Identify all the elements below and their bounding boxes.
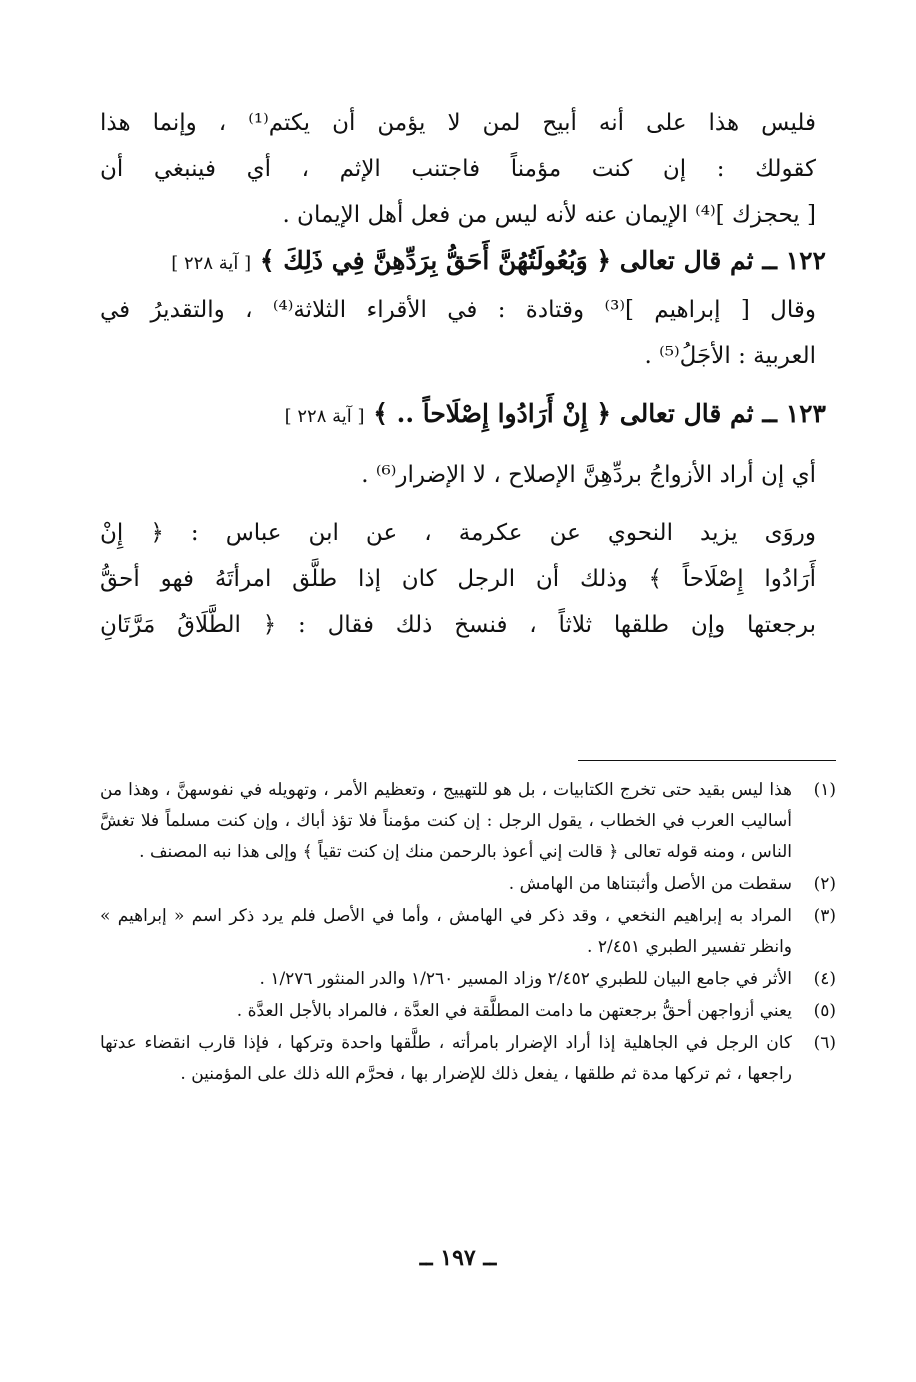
footnote-divider (578, 760, 836, 761)
verse-reference: [ آية ٢٢٨ ] (284, 406, 365, 427)
text-line: أَرَادُوا إِصْلَاحاً ﴾ وذلك أن الرجل كان إذا طلَّق امرأتَهُ فهو أحقُّ (100, 566, 816, 592)
verse-reference: [ آية ٢٢٨ ] (171, 253, 252, 274)
footnote-text: يعني أزواجهن أحقُّ برجعتهن ما دامت المطلَّقة في العدَّة ، فالمراد بالأجل العدَّة . (236, 1001, 792, 1021)
main-text (100, 100, 826, 648)
footnote-number: (١) (813, 780, 836, 800)
item-122-heading (22, 238, 826, 287)
footnotes (100, 775, 836, 1091)
footnote-number: (٤) (813, 969, 836, 989)
footnote-text: هذا ليس بقيد حتى تخرج الكتابيات ، بل هو للتهييج ، وتعظيم الأمر ، وتهويله في نفوسهنَّ ، وهذا من أساليب العرب في الخطاب ، يقول الرجل : إن كنت مؤمناً فلا تؤذ أباك ، وإن كنت مسلماً فلا تغشَّ الناس ، ومنه قوله تعالى ﴿ قالت إني أعوذ بالرحمن منك إن كنت تقياً ﴾ وإلى هذا نبه المصنف . (100, 780, 792, 862)
footnote-text: كان الرجل في الجاهلية إذا أراد الإضرار بامرأته ، طلَّقها واحدة وتركها ، فإذا قارب انقضاء عدتها راجعها ، ثم تركها مدة ثم طلقها ، يفعل ذلك للإضرار بها ، فحرَّم الله ذلك على المؤمنين . (100, 1033, 792, 1084)
text-line: أي إن أراد الأزواجُ بردِّهِنَّ الإصلاح ، لا الإضرار⁽⁶⁾ . (361, 462, 816, 488)
footnote (100, 775, 836, 868)
footnote-number: (٦) (813, 1033, 836, 1053)
page-number: ــ ١٩٧ ــ (419, 1245, 497, 1271)
footnote (100, 901, 836, 963)
text-line: وروَى يزيد النحوي عن عكرمة ، عن ابن عباس : ﴿ إِنْ (100, 520, 816, 546)
paragraph-4 (100, 510, 816, 648)
text-line: برجعتها وإن طلقها ثلاثاً ، فنسخ ذلك فقال : ﴿ الطَّلَاقُ مَرَّتَانِ (100, 612, 816, 638)
footnote-number: (٢) (813, 874, 836, 894)
quran-verse: ﴿ وَبُعُولَتُهُنَّ أَحَقُّ بِرَدِّهِنَّ فِي ذَلِكَ ﴾ (259, 246, 612, 275)
footnote-text: المراد به إبراهيم النخعي ، وقد ذكر في الهامش ، وأما في الأصل فلم يرد ذكر اسم « إبراهيم » وانظر تفسير الطبري ٢/٤٥١ . (100, 906, 792, 957)
footnote-text: سقطت من الأصل وأثبتناها من الهامش . (508, 874, 792, 894)
quran-verse: ﴿ إِنْ أَرَادُوا إِصْلَاحاً .. ﴾ (373, 399, 612, 428)
footnote-text: الأثر في جامع البيان للطبري ٢/٤٥٢ وزاد المسير ١/٢٦٠ والدر المنثور ١/٢٧٦ . (259, 969, 792, 989)
item-lead: ــ ثم قال تعالى (619, 399, 777, 428)
footnote (100, 1028, 836, 1090)
text-line: فليس هذا على أنه أبيح لمن لا يؤمن أن يكتم⁽¹⁾ ، وإنما هذا (100, 110, 816, 136)
paragraph-1 (100, 100, 816, 238)
item-number: ١٢٢ (785, 246, 826, 275)
item-lead: ــ ثم قال تعالى (619, 246, 777, 275)
footnote (100, 964, 836, 995)
item-123-heading (22, 391, 826, 440)
footnote-number: (٥) (813, 1001, 836, 1021)
paragraph-2 (100, 287, 816, 379)
item-number: ١٢٣ (785, 399, 826, 428)
footnote (100, 869, 836, 900)
text-line: العربية : الأجَلُ⁽⁵⁾ . (644, 343, 816, 369)
footnote (100, 996, 836, 1027)
text-line: [ يحجزك ]⁽⁴⁾ الإيمان عنه لأنه ليس من فعل أهل الإيمان . (282, 202, 816, 228)
text-line: كقولك : إن كنت مؤمناً فاجتنب الإثم ، أي فينبغي أن (100, 156, 816, 182)
paragraph-3 (100, 452, 816, 498)
footnote-number: (٣) (813, 906, 836, 926)
text-line: وقال [ إبراهيم ]⁽³⁾ وقتادة : في الأقراء الثلاثة⁽⁴⁾ ، والتقديرُ في (100, 297, 816, 323)
